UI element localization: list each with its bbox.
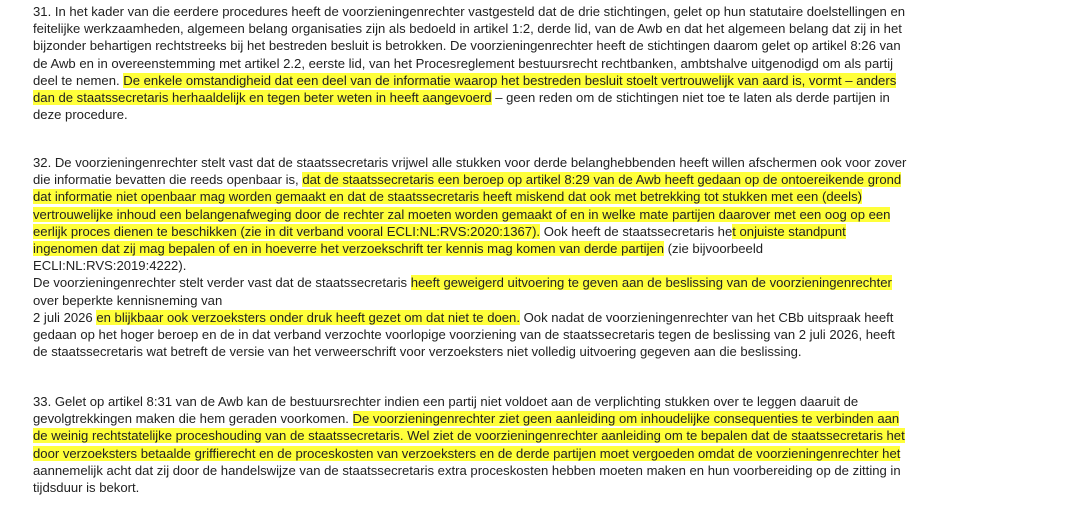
body-text: Ook nadat de voorzieningenrechter van het CBb uitspraak heeft [519,309,894,325]
text-line [33,427,1078,444]
highlighted-text: door verzoeksters betaalde griffierecht en de proceskosten van verzoeksters en de derde partijen moet vergoeden omdat de voorzieningenrechter het [33,445,901,461]
body-text: (zie bijvoorbeeld [664,241,764,257]
highlighted-text: De enkele omstandigheid dat een deel van de informatie waarop het bestreden besluit stoelt vertrouwelijk van aard is, vormt – anders [123,72,897,88]
text-line [33,274,1078,291]
text-line [33,479,1078,496]
text-line [33,309,1078,326]
highlighted-text: dat informatie niet openbaar mag worden gemaakt en dat de staatssecretaris heeft miskend dat ook met betrekking tot stukken met een (deels) [33,189,862,205]
body-text: feitelijke werkzaamheden, algemeen belang organisaties zijn als bedoeld in artikel 1:2, derde lid, van de Awb en dat het algemeen belang dat zij in het [33,21,902,37]
text-line [33,171,1078,188]
paragraph-31 [33,3,1078,123]
text-line [33,3,1078,20]
body-text: 31. In het kader van die eerdere procedures heeft de voorzieningenrechter vastgesteld dat de drie stichtingen, gelet op hun statutaire doelstellingen en [33,4,906,19]
highlighted-text: ingenomen dat zij mag bepalen of en in hoeverre het verzoekschrift ter kennis mag komen van derde partijen [33,241,665,257]
body-text: over beperkte kennisneming van [33,292,223,308]
text-line [33,257,1078,274]
text-line [33,72,1078,89]
body-text: bijzonder behartigen rechtstreeks bij het bestreden besluit is betrokken. De voorzieningenrechter heeft de stichtingen daarom gelet op artikel 8:26 van [33,38,901,54]
highlighted-text: eerlijk proces dienen te beschikken (zie in dit verband vooral ECLI:NL:RVS:2020:1367). [33,223,541,239]
body-text: tijdsduur is bekort. [33,480,140,496]
text-line [33,223,1078,240]
highlighted-text: en blijkbaar ook verzoeksters onder druk heeft gezet om dat niet te doen. [96,309,520,325]
body-text: de staatssecretaris wat betreft de versie van het verweerschrift voor verzoeksters niet volledig uitvoering gegeven aan die beslissing. [33,344,802,360]
highlighted-text: de weinig rechtstatelijke proceshouding van de staatssecretaris. Wel ziet de voorzieningenrechter aanleiding om te bepalen dat de staatssecretaris het [33,428,905,444]
text-line [33,106,1078,123]
highlighted-text: dan de staatssecretaris herhaaldelijk en tegen beter weten in heeft aangevoerd [33,90,492,106]
text-line [33,55,1078,72]
text-line [33,292,1078,309]
highlighted-text: dat de staatssecretaris een beroep op artikel 8:29 van de Awb heeft gedaan op de ontoereikende grond [302,172,902,188]
text-line [33,445,1078,462]
body-text: die informatie bevatten die reeds openbaar is, [33,172,303,188]
body-text: de Awb en in overeenstemming met artikel 2.2, eerste lid, van het Procesreglement bestuursrecht rechtbanken, ambtshalve uitgenodigd om als partij [33,55,894,71]
body-text: 2 juli 2026 [33,309,97,325]
text-line [33,206,1078,223]
body-text: gedaan op het hoger beroep en de in dat verband verzochte voorlopige voorziening van de staatssecretaris tegen de beslissing van 2 juli 2026, heeft [33,327,895,343]
highlighted-text: heeft geweigerd uitvoering te geven aan de beslissing van de voorzieningenrechter [410,275,892,291]
highlighted-text: t onjuiste standpunt [732,223,846,239]
body-text: – geen reden om de stichtingen niet toe te laten als derde partijen in [491,90,890,106]
body-text: 33. Gelet op artikel 8:31 van de Awb kan de bestuursrechter indien een partij niet voldoet aan de verplichting stukken over te leggen daaruit de [33,394,859,409]
body-text: gevolgtrekkingen maken die hem geraden voorkomen. [33,411,353,427]
body-text: deel te nemen. [33,72,124,88]
text-line [33,240,1078,257]
text-line [33,89,1078,106]
paragraph-32 [33,154,1078,360]
text-line [33,343,1078,360]
highlighted-text: vertrouwelijke inhoud een belangenafweging door de rechter zal moeten worden gemaakt of en in welke mate partijen daarover met een oog op een [33,206,891,222]
highlighted-text: De voorzieningenrechter ziet geen aanleiding om inhoudelijke consequenties te verbinden aan [352,411,900,427]
text-line [33,393,1078,410]
text-line [33,37,1078,54]
text-line [33,188,1078,205]
text-line [33,410,1078,427]
paragraph-33 [33,393,1078,496]
body-text: 32. De voorzieningenrechter stelt vast dat de staatssecretaris vrijwel alle stukken voor derde belanghebbenden heeft willen afschermen ook voor zover [33,155,907,170]
text-line [33,326,1078,343]
text-line [33,154,1078,171]
body-text: Ook heeft de staatssecretaris he [540,223,733,239]
text-line [33,20,1078,37]
body-text: De voorzieningenrechter stelt verder vast dat de staatssecretaris [33,275,411,291]
body-text: deze procedure. [33,107,128,123]
body-text: ECLI:NL:RVS:2019:4222). [33,258,187,274]
body-text: aannemelijk acht dat zij door de handelswijze van de staatssecretaris extra proceskosten hebben moeten maken en hun voorbereiding op de zitting in [33,462,901,478]
text-line [33,462,1078,479]
